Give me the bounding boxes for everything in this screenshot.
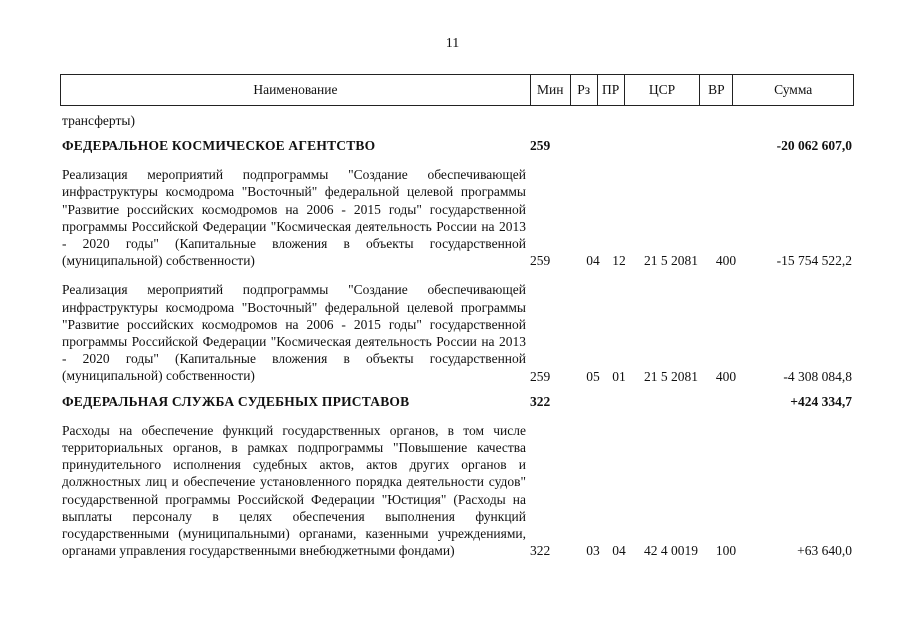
- row-name: ФЕДЕРАЛЬНОЕ КОСМИЧЕСКОЕ АГЕНТСТВО: [62, 138, 376, 153]
- row-csr: 21 5 2081: [644, 253, 698, 269]
- table-row: [62, 422, 852, 560]
- row-min: 259: [530, 253, 551, 269]
- row-pr: 04: [612, 543, 626, 559]
- row-vr: 400: [715, 368, 737, 384]
- row-rz: 04: [586, 253, 600, 269]
- table-body: [62, 109, 852, 559]
- row-min: 322: [530, 393, 551, 409]
- row-pr: 12: [612, 253, 626, 269]
- table-row: [62, 281, 852, 384]
- row-name: Реализация мероприятий подпрограммы "Создание обеспечивающей инфраструктуры космодрома "Восточный" федеральной целевой программы "Развитие российских космодромов на 2006 - 2015 годы" государственной программы Российской Федерации "Космическая деятельность России на 2013 - 2020 годы" (Капитальные вложения в объекты государственной (муниципальной) собственности): [62, 167, 526, 269]
- header-sum: Сумма: [732, 75, 853, 105]
- header-min: Мин: [530, 75, 570, 105]
- header-vr: ВР: [699, 75, 732, 105]
- row-pr: 01: [612, 368, 626, 384]
- continuation-text: трансферты): [62, 112, 135, 128]
- row-sum: -20 062 607,0: [776, 138, 852, 154]
- row-csr: 21 5 2081: [644, 368, 698, 384]
- page-number: 11: [445, 36, 460, 51]
- continuation-row: [62, 109, 852, 129]
- row-min: 259: [530, 138, 551, 154]
- header-rz: Рз: [570, 75, 597, 105]
- header-csr: ЦСР: [624, 75, 700, 105]
- header-name: Наименование: [253, 82, 338, 97]
- row-sum: +63 640,0: [797, 543, 852, 559]
- row-csr: 42 4 0019: [644, 543, 698, 559]
- row-min: 259: [530, 368, 551, 384]
- row-name: Реализация мероприятий подпрограммы "Создание обеспечивающей инфраструктуры космодрома "Восточный" федеральной целевой программы "Развитие российских космодромов на 2006 - 2015 годы" государственной программы Российской Федерации "Космическая деятельность России на 2013 - 2020 годы" (Капитальные вложения в объекты государственной (муниципальной) собственности): [62, 282, 526, 384]
- row-min: 322: [530, 543, 551, 559]
- row-name: Расходы на обеспечение функций государственных органов, в том числе территориальных органов, в рамках подпрограммы "Повышение качества принудительного исполнения судебных актов, актов других органов и должностных лиц и обеспечение установленного порядка деятельности судов" государственной программы Российской Федерации "Юстиция" (Расходы на выплаты персоналу в целях обеспечения выполнения функций государственными (муниципальными) органами, казенными учреждениями, органами управления государственными внебюджетными фондами): [62, 422, 526, 559]
- table-row: [62, 166, 852, 269]
- table-row-agency-bailiffs: [62, 393, 852, 410]
- row-sum: +424 334,7: [790, 393, 852, 409]
- row-rz: 03: [586, 543, 600, 559]
- table-row-agency-space: [62, 137, 852, 154]
- row-vr: 100: [715, 543, 737, 559]
- row-name: ФЕДЕРАЛЬНАЯ СЛУЖБА СУДЕБНЫХ ПРИСТАВОВ: [62, 393, 410, 409]
- row-sum: -15 754 522,2: [776, 253, 852, 269]
- row-rz: 05: [586, 368, 600, 384]
- header-pr: ПР: [597, 75, 624, 105]
- row-vr: 400: [715, 253, 737, 269]
- row-sum: -4 308 084,8: [783, 368, 852, 384]
- table-header: [60, 74, 854, 106]
